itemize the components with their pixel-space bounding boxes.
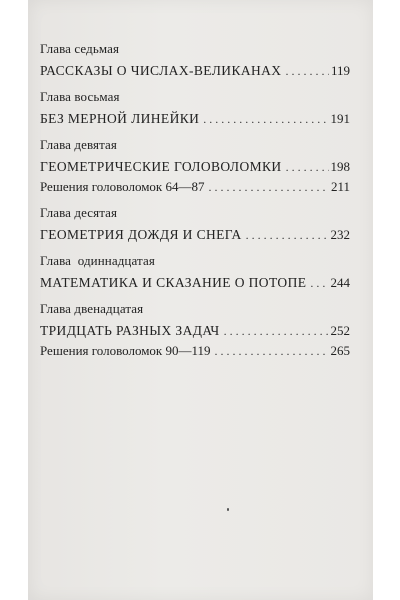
entry-title: ГЕОМЕТРИЧЕСКИЕ ГОЛОВОЛОМКИ	[40, 159, 282, 174]
entry-title: Решения головоломок 90—119	[40, 343, 211, 358]
chapter-9	[40, 136, 350, 197]
chapter-8	[40, 88, 350, 129]
dot-leader	[224, 321, 329, 341]
dot-leader	[286, 157, 329, 177]
entry-title: БЕЗ МЕРНОЙ ЛИНЕЙКИ	[40, 111, 200, 126]
page-number: 191	[330, 111, 350, 126]
page-number: 232	[330, 227, 350, 242]
dot-leader	[285, 61, 329, 81]
entry-title: МАТЕМАТИКА И СКАЗАНИЕ О ПОТОПЕ	[40, 275, 307, 290]
page-number: 211	[330, 179, 350, 194]
page-number: 252	[330, 323, 350, 338]
toc-entry	[40, 321, 350, 341]
toc-entry	[40, 177, 350, 197]
dot-leader	[310, 273, 328, 293]
dot-leader	[246, 225, 329, 245]
dot-leader	[215, 341, 329, 361]
chapter-label: Глава девятая	[40, 137, 118, 152]
dot-leader	[203, 109, 328, 129]
dot-leader	[209, 177, 329, 197]
chapter-label: Глава двенадцатая	[40, 301, 144, 316]
toc-entry	[40, 225, 350, 245]
page-number: 244	[330, 275, 350, 290]
page-number: 265	[330, 343, 350, 358]
table-of-contents	[40, 40, 350, 368]
book-page	[28, 0, 373, 600]
toc-entry	[40, 109, 350, 129]
page-number: 119	[330, 63, 350, 78]
chapter-label: Глава восьмая	[40, 89, 120, 104]
entry-title: Решения головоломок 64—87	[40, 179, 205, 194]
page-number: 198	[330, 159, 350, 174]
paper-speck	[227, 508, 229, 511]
chapter-11	[40, 252, 350, 293]
toc-entry	[40, 61, 350, 81]
chapter-10	[40, 204, 350, 245]
chapter-12	[40, 300, 350, 361]
toc-entry	[40, 341, 350, 361]
chapter-label: Глава одиннадцатая	[40, 253, 155, 268]
chapter-label: Глава десятая	[40, 205, 118, 220]
toc-entry	[40, 157, 350, 177]
chapter-7	[40, 40, 350, 81]
entry-title: ГЕОМЕТРИЯ ДОЖДЯ И СНЕГА	[40, 227, 242, 242]
toc-entry	[40, 273, 350, 293]
entry-title: РАССКАЗЫ О ЧИСЛАХ-ВЕЛИКАНАХ	[40, 63, 282, 78]
chapter-label: Глава седьмая	[40, 41, 120, 56]
entry-title: ТРИДЦАТЬ РАЗНЫХ ЗАДАЧ	[40, 323, 220, 338]
